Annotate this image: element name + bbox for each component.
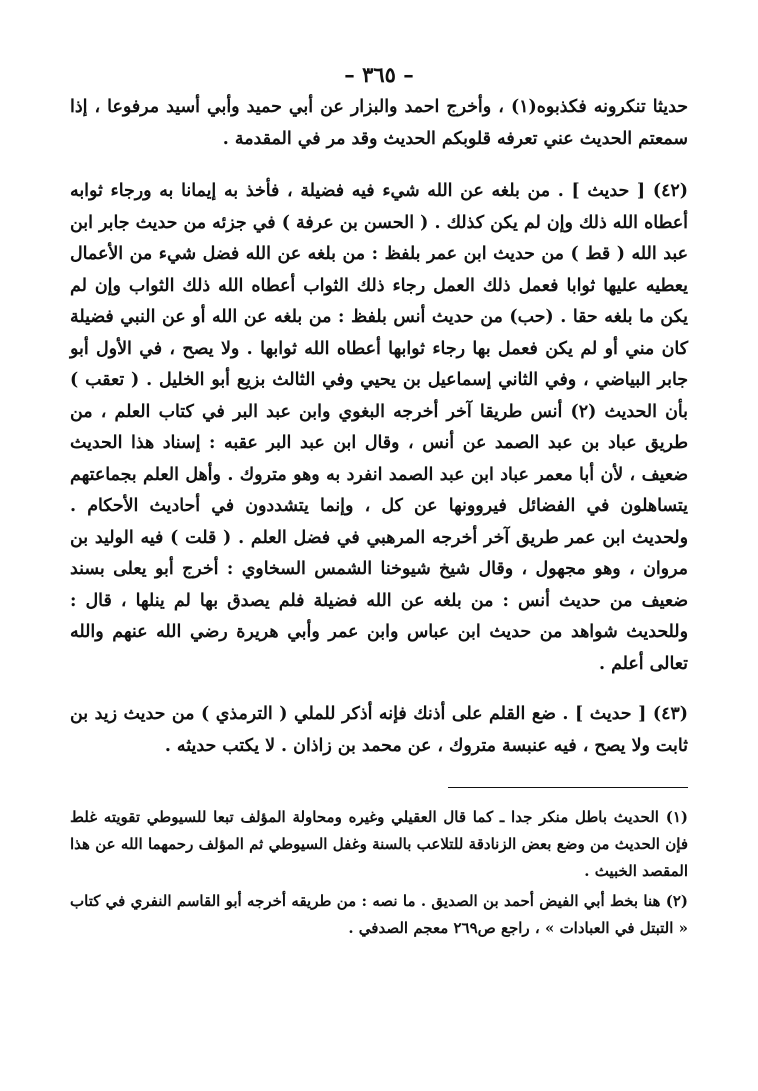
footnote-divider [448, 787, 688, 788]
page-number: – ٣٦٥ – [344, 62, 414, 87]
paragraph-intro: حديثا تنكرونه فكذبوه(١) ، وأخرج احمد والبزار عن أبي حميد وأبي أسيد مرفوعا ، إذا سمعتم الحديث عني تعرفه قلوبكم الحديث وقد مر في المقدمة . [70, 97, 688, 149]
main-text [70, 92, 688, 762]
paragraph-hadith-42: (٤٢) [ حديث ] . من بلغه عن الله شيء فيه فضيلة ، فأخذ به إيمانا به ورجاء ثوابه أعطاه الله ذلك وإن لم يكن كذلك . ( الحسن بن عرفة ) في جزئه من حديث جابر ابن عبد الله ( قط ) من حديث ابن عمر بلفظ : من بلغه عن الله فضل شيء من الأعمال يعطيه عليها ثوابا فعمل ذلك العمل رجاء ذلك الثواب أعطاه الله ذلك الثواب وإن لم يكن ما بلغه حقا . (حب) من حديث أنس بلفظ : من بلغه عن الله أو عن النبي فضيلة كان مني أو لم يكن فعمل بها رجاء ثوابها أعطاه الله ثوابها . ولا يصح ، في الأول أبو جابر البياضي ، وفي الثاني إسماعيل بن يحيي وفي الثالث بزيع أبو الخليل . ( تعقب ) بأن الحديث (٢) أنس طريقا آخر أخرجه البغوي وابن عبد البر في كتاب العلم ، من طريق عباد بن عبد الصمد عن أنس ، وقال ابن عبد البر عقبه : إسناد هذا الحديث ضعيف ، لأن أبا معمر عباد ابن عبد الصمد انفرد به وهو متروك . وأهل العلم بجماعتهم يتساهلون في الفضائل فيروونها عن كل ، وإنما يتشددون في أحاديث الأحكام . ولحديث ابن عمر طريق آخر أخرجه المرهبي في فضل العلم . ( قلت ) فيه الوليد بن مروان ، وهو مجهول ، وقال شيخ شيوخنا الشمس السخاوي : أخرج أبو يعلى بسند ضعيف من حديث أنس : من بلغه عن الله فضيلة فلم يصدق بها لم ينلها ، قال : وللحديث شواهد من حديث ابن عباس وابن عمر وأبي هريرة رضي الله عنهم والله تعالى أعلم . [70, 181, 688, 674]
footnote-2: (٢) هنا بخط أبي الفيض أحمد بن الصديق . ما نصه : من طريقه أخرجه أبو القاسم النفري في كتاب « التبتل في العبادات » ، راجع ص٢٦٩ معجم الصدفي . [70, 892, 688, 937]
footnote-1: (١) الحديث باطل منكر جدا ـ كما قال العقيلي وغيره ومحاولة المؤلف تبعا للسيوطي تقويته غلط فإن الحديث من وضع بعض الزنادقة للتلاعب بالسنة وغفل السيوطي ثم المؤلف رحمهما الله عن هذا المقصد الخبيث . [70, 808, 688, 880]
paragraph-hadith-43: (٤٣) [ حديث ] . ضع القلم على أذنك فإنه أذكر للملي ( الترمذي ) من حديث زيد بن ثابت ولا يصح ، فيه عنبسة متروك ، عن محمد بن زاذان . لا يكتب حديثه . [70, 704, 688, 756]
footnotes [70, 804, 688, 942]
